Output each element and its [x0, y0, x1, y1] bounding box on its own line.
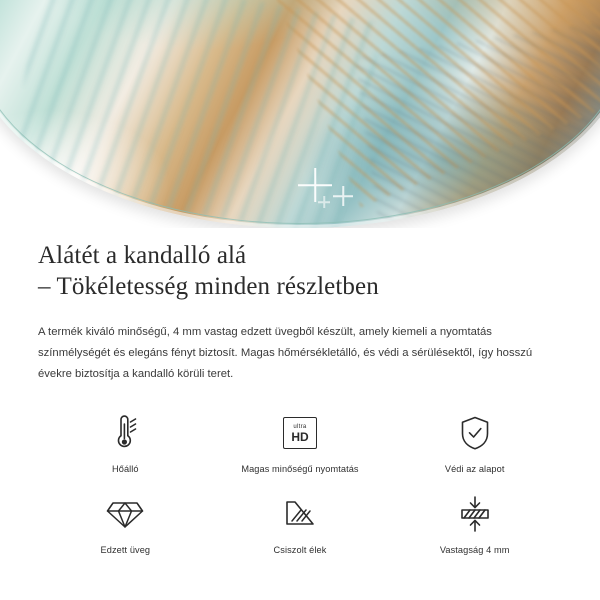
feature-label: Hőálló: [112, 464, 139, 474]
feature-label: Magas minőségű nyomtatás: [241, 464, 359, 474]
ultra-hd-icon: [283, 411, 317, 455]
headline-line-1: Alátét a kandalló alá: [38, 242, 247, 269]
page-title: [38, 240, 562, 302]
feature-label: Védi az alapot: [444, 464, 505, 474]
marble-glass-board: [0, 0, 600, 228]
ultra-hd-badge-bottom: HD: [291, 429, 309, 444]
product-description: A termék kiváló minőségű, 4 mm vastag edzett üvegből készült, amely kiemeli a nyomtatás színmélységét és elegáns fényt biztosít. Magas hőmérsékletálló, és védi a sérülésektől, így hosszú évekre biztosítja a kandalló körüli teret.: [38, 326, 533, 380]
polished-edges-icon: [281, 492, 319, 536]
feature-item: [387, 411, 562, 474]
feature-item: [38, 411, 213, 474]
feature-grid: [38, 411, 562, 555]
thermometer-icon: [108, 411, 142, 455]
feature-item: [387, 492, 562, 555]
marble-vein-teal: [6, 0, 382, 228]
diamond-icon: [105, 492, 145, 536]
feature-label: Csiszolt élek: [273, 545, 327, 555]
headline-line-2: – Tökéletesség minden részletben: [38, 273, 379, 300]
thickness-icon: [456, 492, 494, 536]
feature-item: [38, 492, 213, 555]
content-area: [0, 240, 600, 555]
feature-label: Edzett üveg: [100, 545, 151, 555]
marble-vein-grey: [355, 20, 600, 226]
feature-item: [213, 492, 388, 555]
feature-label: Vastagság 4 mm: [439, 545, 510, 555]
feature-item: [213, 411, 388, 474]
shield-check-icon: [457, 411, 493, 455]
ultra-hd-badge-top: ultra: [293, 423, 307, 430]
hero-product-image: [0, 0, 600, 228]
